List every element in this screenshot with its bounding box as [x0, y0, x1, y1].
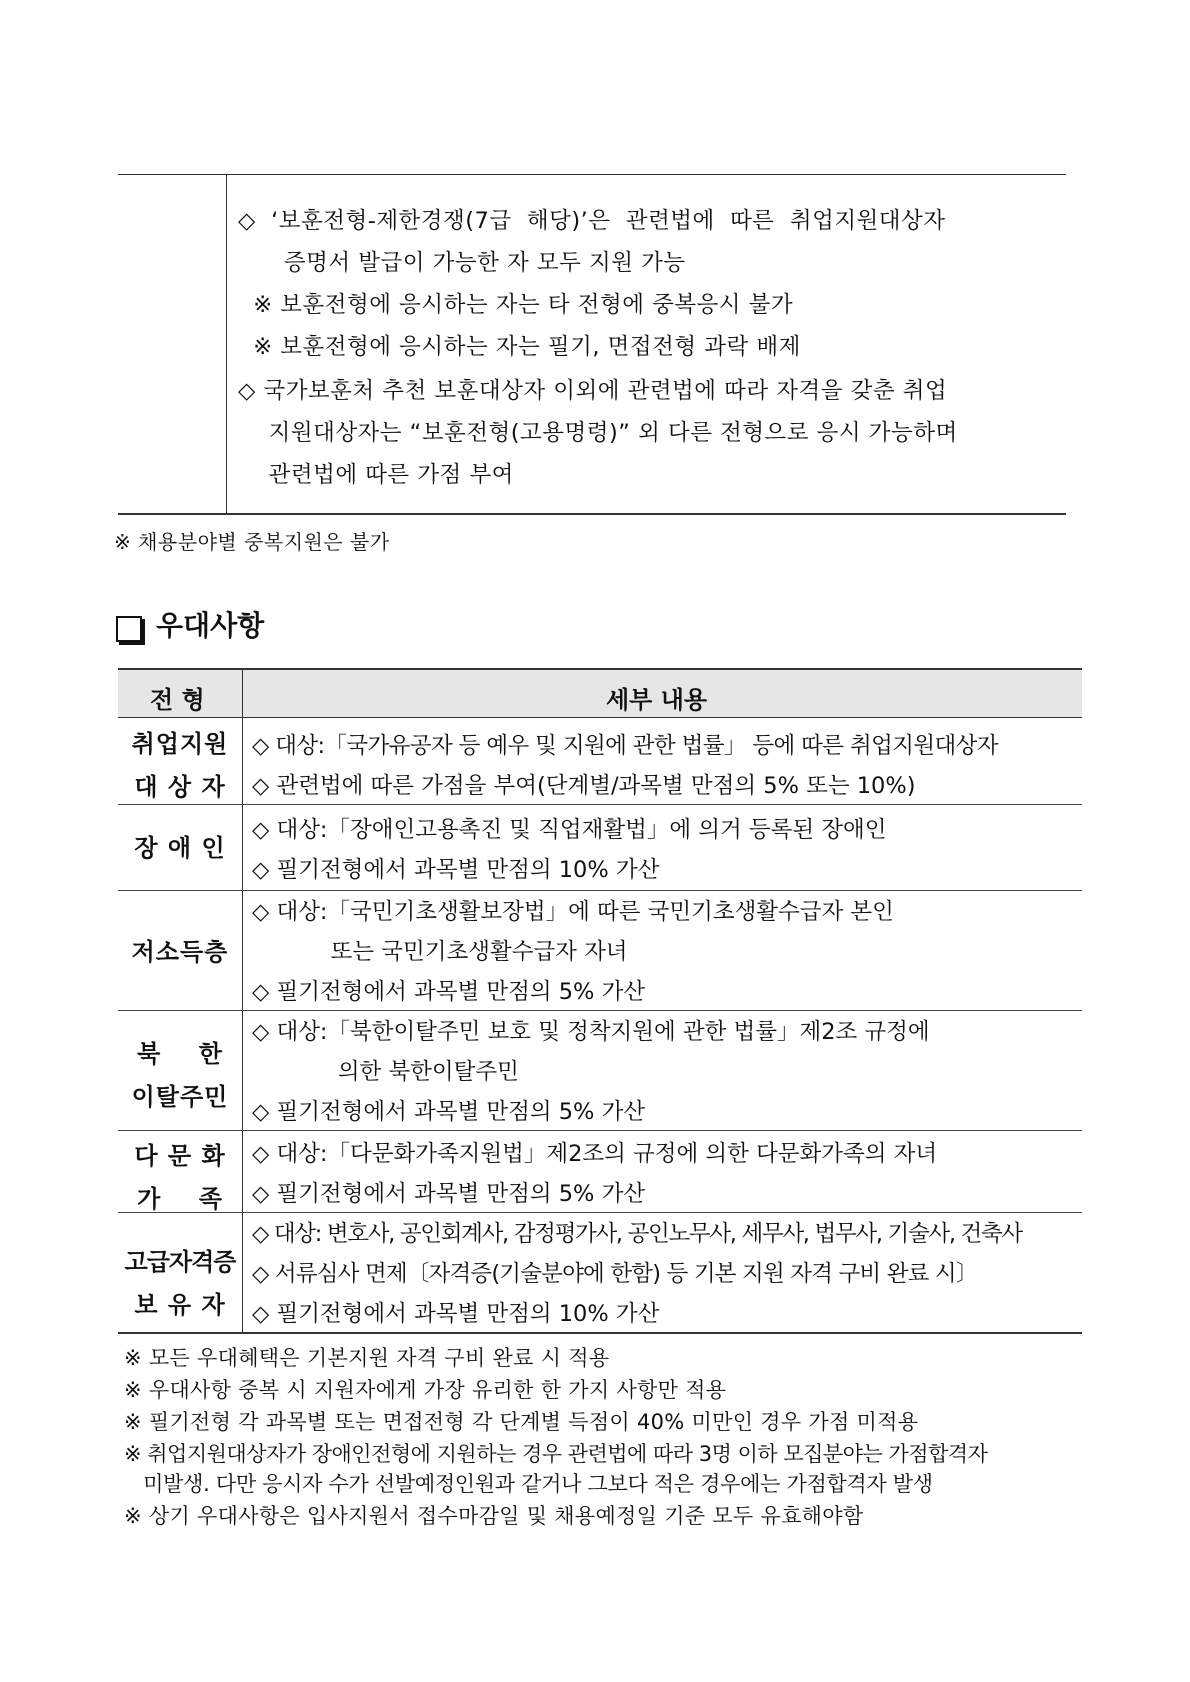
category-label: 다 문 화 — [134, 1142, 226, 1170]
top-line: ※ 보훈전형에 응시하는 자는 필기, 면접전형 과락 배제 — [238, 334, 801, 360]
column-divider — [242, 668, 243, 1332]
detail-line: ◇ 대상:「다문화가족지원법」제2조의 규정에 의한 다문화가족의 자녀 — [252, 1141, 938, 1167]
detail-line: ◇ 대상:「국민기초생활보장법」에 따른 국민기초생활수급자 본인 — [252, 899, 894, 925]
top-line: 지원대상자는 “보훈전형(고용명령)” 외 다른 전형으로 응시 가능하며 — [238, 420, 958, 446]
footnote: ※ 상기 우대사항은 입사지원서 접수마감일 및 채용예정일 기준 모두 유효해야함 — [124, 1504, 864, 1528]
top-line: 증명서 발급이 가능한 자 모두 지원 가능 — [238, 250, 686, 276]
category-label: 장 애 인 — [134, 834, 226, 862]
detail-line: ◇ 필기전형에서 과목별 만점의 10% 가산 — [252, 857, 660, 883]
row-separator — [118, 1212, 1082, 1213]
detail-line: ◇ 필기전형에서 과목별 만점의 5% 가산 — [252, 1181, 646, 1207]
detail-line: 의한 북한이탈주민 — [252, 1059, 519, 1085]
category-cell — [118, 828, 242, 863]
detail-line: ◇ 대상:「국가유공자 등 예우 및 지원에 관한 법률」 등에 따른 취업지원대상자 — [252, 733, 998, 759]
header-type: 전 형 — [150, 686, 205, 714]
top-line: ◇ ‘보훈전형-제한경쟁(7급 해당)’은 관련법에 따른 취업지원대상자 — [238, 208, 946, 234]
footnote: ※ 필기전형 각 과목별 또는 면접전형 각 단계별 득점이 40% 미만인 경우 가점 미적용 — [124, 1410, 919, 1434]
category-cell — [118, 1242, 242, 1320]
category-cell — [118, 1136, 242, 1214]
detail-line: ◇ 대상:「북한이탈주민 보호 및 정착지원에 관한 법률」제2조 규정에 — [252, 1019, 930, 1045]
footnote: ※ 취업지원대상자가 장애인전형에 지원하는 경우 관련법에 따라 3명 이하 모집분야는 가점합격자 — [124, 1442, 988, 1466]
detail-line: ◇ 필기전형에서 과목별 만점의 5% 가산 — [252, 979, 646, 1005]
row-separator — [118, 1010, 1082, 1011]
checkbox-icon — [116, 616, 142, 642]
preference-table — [118, 668, 1082, 1332]
row-separator — [118, 890, 1082, 891]
header-details: 세부 내용 — [606, 686, 708, 714]
detail-line: ◇ 관련법에 따른 가점을 부여(단계별/과목별 만점의 5% 또는 10%) — [252, 773, 916, 799]
detail-line: ◇ 필기전형에서 과목별 만점의 5% 가산 — [252, 1099, 646, 1125]
category-label: 고급자격증 — [124, 1248, 236, 1276]
column-divider — [226, 175, 227, 513]
category-label: 대 상 자 — [134, 773, 226, 801]
category-label: 가 족 — [137, 1185, 223, 1213]
continuation-table — [118, 174, 1066, 515]
table-bottom-border — [118, 1332, 1082, 1334]
category-label: 북 한 — [137, 1040, 223, 1068]
row-separator — [118, 804, 1082, 805]
detail-line: ◇ 대상: 변호사, 공인회계사, 감정평가사, 공인노무사, 세무사, 법무사, 기술사, 건축사 — [252, 1221, 1022, 1247]
table-header — [118, 668, 1082, 718]
top-line: ◇ 국가보훈처 추천 보훈대상자 이외에 관련법에 따라 자격을 갖춘 취업 — [238, 378, 948, 404]
duplicate-application-note: ※ 채용분야별 중복지원은 불가 — [114, 530, 390, 554]
category-label: 보 유 자 — [134, 1291, 226, 1319]
top-line: ※ 보훈전형에 응시하는 자는 타 전형에 중복응시 불가 — [238, 292, 794, 318]
footnote: ※ 우대사항 중복 시 지원자에게 가장 유리한 한 가지 사항만 적용 — [124, 1378, 727, 1402]
category-cell — [118, 1034, 242, 1112]
top-line: 관련법에 따른 가점 부여 — [238, 462, 514, 488]
detail-line: 또는 국민기초생활수급자 자녀 — [252, 939, 628, 965]
detail-line: ◇ 대상:「장애인고용촉진 및 직업재활법」에 의거 등록된 장애인 — [252, 817, 887, 843]
category-cell — [118, 724, 242, 802]
category-label: 이탈주민 — [131, 1083, 229, 1111]
footnote: ※ 모든 우대혜택은 기본지원 자격 구비 완료 시 적용 — [124, 1346, 610, 1370]
category-label: 저소득층 — [131, 938, 229, 966]
section-title: 우대사항 — [156, 609, 265, 642]
footnote: 미발생. 다만 응시자 수가 선발예정인원과 같거나 그보다 적은 경우에는 가점합격자 발생 — [124, 1472, 933, 1496]
row-separator — [118, 1130, 1082, 1131]
detail-line: ◇ 필기전형에서 과목별 만점의 10% 가산 — [252, 1301, 660, 1327]
detail-line: ◇ 서류심사 면제〔자격증(기술분야에 한함) 등 기본 지원 자격 구비 완료 시〕 — [252, 1261, 978, 1287]
category-cell — [118, 932, 242, 967]
category-label: 취업지원 — [131, 730, 229, 758]
